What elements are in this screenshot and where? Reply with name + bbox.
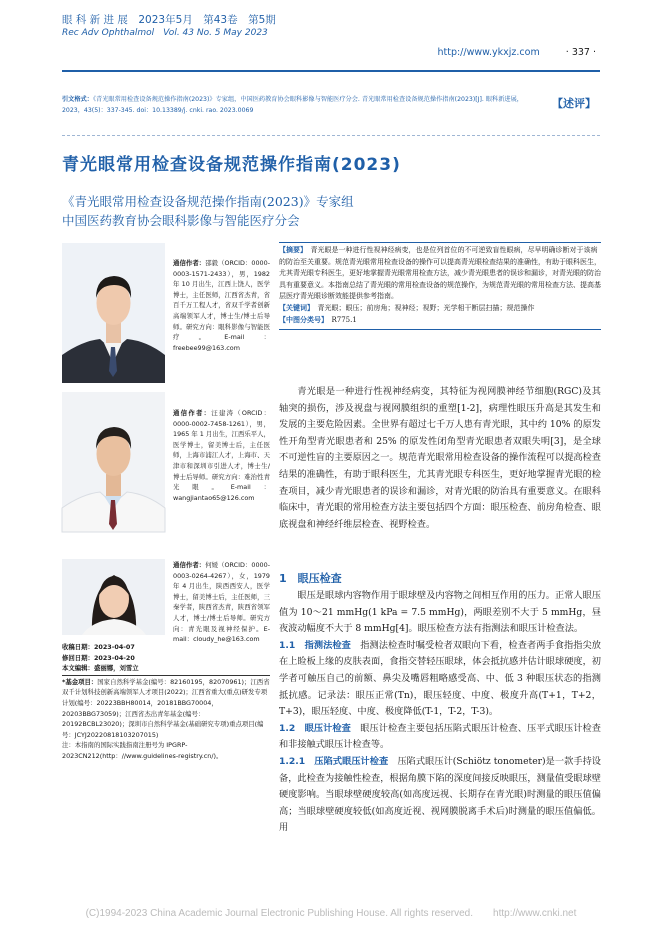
author-photo-1 — [62, 243, 165, 383]
bio-label: 通信作者： — [173, 259, 206, 267]
subsection-1-2-1-text: 压陷式眼压计(Schiötz tonometer)是一款手持设备，此检查为接触性检查，根据角膜下陷的深度间接反映眼压，测量值受眼球壁硬度影响。当眼球壁硬度较高(如高度远视、长期存在青光眼)时测量的眼压值偏高；当眼球壁硬度较低(如高度近视、视网膜脱离手术后)时测量的眼压值偏低。用 — [279, 755, 601, 834]
abstract — [279, 245, 601, 303]
header-rule — [62, 70, 600, 72]
subsection-1-2-1 — [279, 754, 601, 837]
abstract-box — [279, 242, 601, 330]
bio-text: 何媛（ORCID：0000-0003-0264-4267），女，1979 年 4 月出生，陕西西安人，医学博士，留美博士后，主任医师，三秦学者，陕西省杰青，陕西省领军人才，博士/博士后导师。研究方向：青光眼及视神经保护。E-mail：cloudy_he@163.com — [173, 561, 270, 644]
classification-label: 【中图分类号】 — [279, 315, 325, 324]
author-line-2: 中国医药教育协会眼科影像与智能医疗分会 — [62, 213, 300, 228]
meta-divider — [62, 675, 270, 676]
abstract-text: 青光眼是一种进行性视神经病变，也是位列首位的不可逆致盲性眼病，尽早明确诊断对于该病的防治至关重要。规范青光眼常用检查设备的操作可以提高青光眼检查结果的准确性，有助于眼科医生，尤其青光眼专科医生，更好地掌握青光眼常用检查方法，减少青光眼患者的误诊和漏诊，对青光眼的防治具有重要意义。本指南总结了青光眼的常用检查设备的规范操作，为规范青光眼的常用检查方法、提高基层医疗青光眼诊断效能提供参考指南。 — [279, 246, 601, 301]
subsection-1-2 — [279, 721, 601, 754]
running-header — [62, 14, 276, 40]
cnki-footer: (C)1994-2023 China Academic Journal Electronic Publishing House. All rights reserved. http://www.cnki.net — [85, 908, 577, 919]
intro-text: 青光眼是一种进行性视神经病变，其特征为视网膜神经节细胞(RGC)及其轴突的损伤，涉及视盘与视网膜组织的重塑[1-2]，病理性眼压升高是其发生和发展的主要危险因素。全世界有超过七千万人患有青光眼，其中约 10% 的原发性开角型青光眼患者和 25% 的原发性闭角型青光眼患者双眼失明[3]，是全球不可逆性盲的主要原因之一。规范青光眼常用检查设备的操作流程可以提高检查结果的准确性，有助于眼科医生，尤其青光眼专科医生，更好地掌握青光眼的检查项目，减少青光眼患者的误诊和漏诊，对青光眼的防治具有重要意义。在眼科临床中，青光眼的常用检查方法主要包括四个方面：眼压检查、前房角检查、眼底视盘和神经纤维层检查、视野检查。 — [279, 386, 601, 530]
revised-date: 修回日期：2023-04-20 — [62, 653, 135, 662]
journal-en: Rec Adv Ophthalmol Vol. 43 No. 5 May 2023 — [62, 28, 268, 38]
editor-line: 本文编辑：盛丽娜，刘雪立 — [62, 664, 139, 673]
funding-text: 国家自然科学基金(编号：82160195，82070961)；江西省双千计划科技创新高端领军人才项目(2022)；江西省重大(重点)研发专项计划(编号：20223BBH80014，20181BBG70004，20203BBG73059)；江西省杰出青年基金(编号：20192BCBL23020)；深圳市自然科学基金(基础研究专项)重点项目(编号：JCYJ20220818103207015) — [62, 677, 270, 739]
subsection-1-2-text: 眼压计检查主要包括压陷式眼压计检查、压平式眼压计检查和非接触式眼压计检查等。 — [279, 722, 601, 751]
section-1-para: 眼压是眼球内容物作用于眼球壁及内容物之间相互作用的压力。正常人眼压值为 10～21 mmHg(1 kPa = 7.5 mmHg)，两眼差别不大于 5 mmHg，昼夜波动幅度不大于 8 mmHg[4]。眼压检查方法有指测法和眼压计检查法。 — [279, 590, 601, 635]
registration-note: 注：本指南的国际实践指南注册号为 IPGRP-2023CN212(http：//www.guidelines-registry.cn/)。 — [62, 741, 223, 760]
bio-text: 汪建涛（ORCID：0000-0002-7458-1261），男，1965 年 1 月出生，江西乐平人，医学博士，留美博士后，主任医师，上海市浦江人才，上海市、天津市和深圳市引进人才，博士生/博士后导师。研究方向：难治性青光眼。E-mail：wangjiantao65@126.com — [173, 409, 271, 502]
author-photo-2 — [62, 392, 165, 532]
subsection-1-1-label: 1.1 指测法检查 — [279, 639, 351, 651]
author-bio-1 — [173, 258, 270, 353]
subsection-1-1-text: 指测法检查时嘱受检者双眼向下看，检查者两手食指指尖放在上睑板上缘的皮肤表面，食指交替轻压眼球，体会抵抗感并估计眼球硬度，初学者可触压自己的前额、鼻尖及嘴唇粗略感受高、中、低 3 种眼压状态的指测抵抗感。记录法：眼压正常(Tn)，眼压轻度、中度、极度升高(T+1，T+2，T+3)，眼压轻度、中度、极度降低(T-1，T-2，T-3)。 — [279, 639, 601, 718]
journal-cn: 眼 科 新 进 展 2023年5月 第43卷 第5期 — [62, 14, 276, 26]
subsection-1-2-1-label: 1.2.1 压陷式眼压计检查 — [279, 755, 389, 767]
author-bio-2 — [173, 408, 270, 503]
classification-text: R775.1 — [324, 315, 357, 324]
website-and-page — [437, 47, 596, 58]
subsection-1-2-label: 1.2 眼压计检查 — [279, 722, 351, 734]
citation-label: 引文格式： — [62, 96, 93, 103]
page-number: · 337 · — [565, 47, 596, 58]
subsection-1-1 — [279, 638, 601, 721]
bio-label: 通信作者： — [173, 561, 206, 569]
keywords-text: 青光眼；眼压；前房角；视神经；视野；光学相干断层扫描；规范操作 — [310, 303, 535, 312]
citation-block — [62, 94, 532, 116]
article-meta — [62, 642, 270, 762]
classification — [279, 315, 601, 327]
journal-website[interactable]: http://www.ykxjz.com — [437, 47, 540, 58]
author-photo-3 — [62, 559, 165, 635]
keywords — [279, 303, 601, 315]
citation-text: 《青光眼常用检查设备规范操作指南(2023)》专家组，中国医药教育协会眼科影像与智能医疗分会. 青光眼常用检查设备规范操作指南(2023)[J]. 眼科新进展，2023，43(5)：337-345. doi：10.13389/j. cnki. rao. 2023.0069 — [62, 96, 523, 114]
abstract-label: 【摘要】 — [279, 246, 304, 254]
bio-text: 邵毅（ORCID：0000-0003-1571-2433），男，1982 年 10 月出生，江西上饶人，医学博士，主任医师，江西省杰青，省百千万工程人才，省双千学者创新高端领军人才，博士生/博士后导师。研究方向：眼科影像与智能医疗。E-mail：freebee99@163.com — [173, 259, 270, 352]
keywords-label: 【关键词】 — [279, 303, 311, 312]
funding — [62, 677, 270, 741]
article-title: 青光眼常用检查设备规范操作指南(2023) — [62, 155, 401, 175]
section-badge: 【述评】 — [552, 97, 596, 110]
funding-label: *基金项目： — [62, 677, 98, 686]
section-1-heading: 1 眼压检查 — [279, 572, 342, 585]
intro-paragraph — [279, 384, 601, 533]
section-1-body — [279, 588, 601, 837]
citation-divider — [62, 135, 600, 136]
bio-label: 通信作者： — [173, 409, 212, 417]
author-line-1: 《青光眼常用检查设备规范操作指南(2023)》专家组 — [62, 194, 354, 209]
author-bio-3 — [173, 560, 270, 644]
received-date: 收稿日期：2023-04-07 — [62, 643, 135, 651]
author-group — [62, 192, 354, 230]
